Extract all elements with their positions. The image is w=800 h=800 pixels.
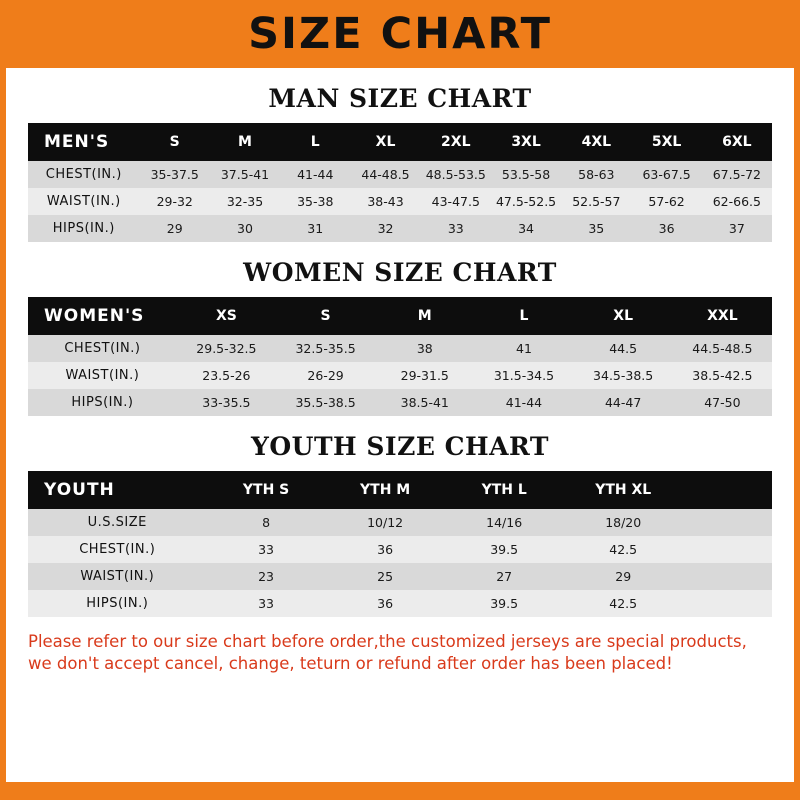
footer-note-line-1: Please refer to our size chart before order,the customized jerseys are special products, bbox=[28, 632, 747, 651]
men-col-0: S bbox=[140, 123, 210, 161]
women-header-label: WOMEN'S bbox=[28, 297, 177, 335]
men-r2-c8: 37 bbox=[702, 215, 772, 242]
women-r1-c0: 23.5-26 bbox=[177, 362, 276, 389]
women-row-2-label: HIPS(IN.) bbox=[28, 389, 177, 416]
women-r0-c5: 44.5-48.5 bbox=[673, 335, 772, 362]
women-r1-c2: 29-31.5 bbox=[375, 362, 474, 389]
youth-r2-c1: 25 bbox=[326, 563, 445, 590]
women-col-3: L bbox=[474, 297, 573, 335]
youth-r0-c1: 10/12 bbox=[326, 509, 445, 536]
men-r0-c4: 48.5-53.5 bbox=[421, 161, 491, 188]
men-r1-c5: 47.5-52.5 bbox=[491, 188, 561, 215]
men-col-1: M bbox=[210, 123, 280, 161]
youth-header-label: YOUTH bbox=[28, 471, 207, 509]
youth-r3-c1: 36 bbox=[326, 590, 445, 617]
men-size-table bbox=[28, 123, 772, 242]
women-col-5: XXL bbox=[673, 297, 772, 335]
youth-size-section bbox=[6, 432, 794, 617]
women-r0-c1: 32.5-35.5 bbox=[276, 335, 375, 362]
men-table-body bbox=[28, 161, 772, 242]
table-row bbox=[28, 590, 772, 617]
youth-row-3-label: HIPS(IN.) bbox=[28, 590, 207, 617]
men-r1-c7: 57-62 bbox=[631, 188, 701, 215]
youth-r1-spacer bbox=[683, 536, 772, 563]
women-size-table bbox=[28, 297, 772, 416]
men-r2-c0: 29 bbox=[140, 215, 210, 242]
youth-r0-c3: 18/20 bbox=[564, 509, 683, 536]
women-r0-c2: 38 bbox=[375, 335, 474, 362]
men-r1-c4: 43-47.5 bbox=[421, 188, 491, 215]
women-r0-c4: 44.5 bbox=[574, 335, 673, 362]
women-r1-c3: 31.5-34.5 bbox=[474, 362, 573, 389]
men-col-5: 3XL bbox=[491, 123, 561, 161]
men-col-2: L bbox=[280, 123, 350, 161]
men-r0-c0: 35-37.5 bbox=[140, 161, 210, 188]
women-r0-c0: 29.5-32.5 bbox=[177, 335, 276, 362]
women-section-title: WOMEN SIZE CHART bbox=[243, 258, 557, 287]
youth-r3-c3: 42.5 bbox=[564, 590, 683, 617]
men-r1-c2: 35-38 bbox=[280, 188, 350, 215]
women-r2-c2: 38.5-41 bbox=[375, 389, 474, 416]
women-col-4: XL bbox=[574, 297, 673, 335]
women-r1-c5: 38.5-42.5 bbox=[673, 362, 772, 389]
women-r2-c3: 41-44 bbox=[474, 389, 573, 416]
table-row bbox=[28, 362, 772, 389]
women-row-1-label: WAIST(IN.) bbox=[28, 362, 177, 389]
women-table-head bbox=[28, 297, 772, 335]
table-row bbox=[28, 389, 772, 416]
table-row bbox=[28, 563, 772, 590]
men-r2-c5: 34 bbox=[491, 215, 561, 242]
table-row bbox=[28, 161, 772, 188]
table-header-row bbox=[28, 123, 772, 161]
youth-r2-c0: 23 bbox=[207, 563, 326, 590]
men-r1-c3: 38-43 bbox=[350, 188, 420, 215]
men-col-6: 4XL bbox=[561, 123, 631, 161]
men-r0-c1: 37.5-41 bbox=[210, 161, 280, 188]
men-r2-c6: 35 bbox=[561, 215, 631, 242]
men-row-0-label: CHEST(IN.) bbox=[28, 161, 140, 188]
men-r2-c1: 30 bbox=[210, 215, 280, 242]
youth-row-1-label: CHEST(IN.) bbox=[28, 536, 207, 563]
youth-r2-spacer bbox=[683, 563, 772, 590]
men-r2-c7: 36 bbox=[631, 215, 701, 242]
men-r0-c3: 44-48.5 bbox=[350, 161, 420, 188]
men-r0-c8: 67.5-72 bbox=[702, 161, 772, 188]
women-r1-c4: 34.5-38.5 bbox=[574, 362, 673, 389]
men-r0-c2: 41-44 bbox=[280, 161, 350, 188]
youth-col-0: YTH S bbox=[207, 471, 326, 509]
women-r2-c1: 35.5-38.5 bbox=[276, 389, 375, 416]
men-row-2-label: HIPS(IN.) bbox=[28, 215, 140, 242]
men-r2-c3: 32 bbox=[350, 215, 420, 242]
men-r0-c5: 53.5-58 bbox=[491, 161, 561, 188]
men-col-8: 6XL bbox=[702, 123, 772, 161]
women-col-0: XS bbox=[177, 297, 276, 335]
youth-r2-c3: 29 bbox=[564, 563, 683, 590]
youth-table-body bbox=[28, 509, 772, 617]
youth-section-title: YOUTH SIZE CHART bbox=[251, 432, 549, 461]
men-col-3: XL bbox=[350, 123, 420, 161]
youth-size-table bbox=[28, 471, 772, 617]
youth-r1-c1: 36 bbox=[326, 536, 445, 563]
women-r1-c1: 26-29 bbox=[276, 362, 375, 389]
youth-r3-c2: 39.5 bbox=[445, 590, 564, 617]
footer-note-line-2: we don't accept cancel, change, teturn or refund after order has been placed! bbox=[28, 654, 673, 674]
youth-r0-c2: 14/16 bbox=[445, 509, 564, 536]
youth-r3-c0: 33 bbox=[207, 590, 326, 617]
women-r2-c5: 47-50 bbox=[673, 389, 772, 416]
table-row bbox=[28, 215, 772, 242]
men-r1-c0: 29-32 bbox=[140, 188, 210, 215]
youth-col-3: YTH XL bbox=[564, 471, 683, 509]
page-header bbox=[0, 0, 800, 68]
table-row bbox=[28, 335, 772, 362]
bottom-accent-bar bbox=[0, 782, 800, 800]
women-col-2: M bbox=[375, 297, 474, 335]
men-r1-c8: 62-66.5 bbox=[702, 188, 772, 215]
men-r2-c2: 31 bbox=[280, 215, 350, 242]
table-header-row bbox=[28, 297, 772, 335]
men-section-title: MAN SIZE CHART bbox=[268, 84, 532, 113]
page-title: SIZE CHART bbox=[248, 8, 552, 59]
men-row-1-label: WAIST(IN.) bbox=[28, 188, 140, 215]
youth-r1-c3: 42.5 bbox=[564, 536, 683, 563]
youth-r0-spacer bbox=[683, 509, 772, 536]
youth-r1-c0: 33 bbox=[207, 536, 326, 563]
youth-r1-c2: 39.5 bbox=[445, 536, 564, 563]
women-size-section bbox=[6, 258, 794, 416]
men-r1-c6: 52.5-57 bbox=[561, 188, 631, 215]
women-col-1: S bbox=[276, 297, 375, 335]
men-table-head bbox=[28, 123, 772, 161]
footer-note bbox=[6, 631, 794, 676]
table-row bbox=[28, 509, 772, 536]
women-r2-c0: 33-35.5 bbox=[177, 389, 276, 416]
men-header-label: MEN'S bbox=[28, 123, 140, 161]
table-header-row bbox=[28, 471, 772, 509]
table-row bbox=[28, 188, 772, 215]
youth-row-0-label: U.S.SIZE bbox=[28, 509, 207, 536]
youth-r0-c0: 8 bbox=[207, 509, 326, 536]
youth-col-spacer bbox=[683, 471, 772, 509]
youth-r3-spacer bbox=[683, 590, 772, 617]
youth-col-2: YTH L bbox=[445, 471, 564, 509]
women-table-body bbox=[28, 335, 772, 416]
men-col-7: 5XL bbox=[631, 123, 701, 161]
men-col-4: 2XL bbox=[421, 123, 491, 161]
women-row-0-label: CHEST(IN.) bbox=[28, 335, 177, 362]
youth-row-2-label: WAIST(IN.) bbox=[28, 563, 207, 590]
men-r1-c1: 32-35 bbox=[210, 188, 280, 215]
men-r0-c7: 63-67.5 bbox=[631, 161, 701, 188]
men-size-section bbox=[6, 84, 794, 242]
men-r0-c6: 58-63 bbox=[561, 161, 631, 188]
women-r2-c4: 44-47 bbox=[574, 389, 673, 416]
youth-table-head bbox=[28, 471, 772, 509]
youth-col-1: YTH M bbox=[326, 471, 445, 509]
table-row bbox=[28, 536, 772, 563]
men-r2-c4: 33 bbox=[421, 215, 491, 242]
women-r0-c3: 41 bbox=[474, 335, 573, 362]
youth-r2-c2: 27 bbox=[445, 563, 564, 590]
